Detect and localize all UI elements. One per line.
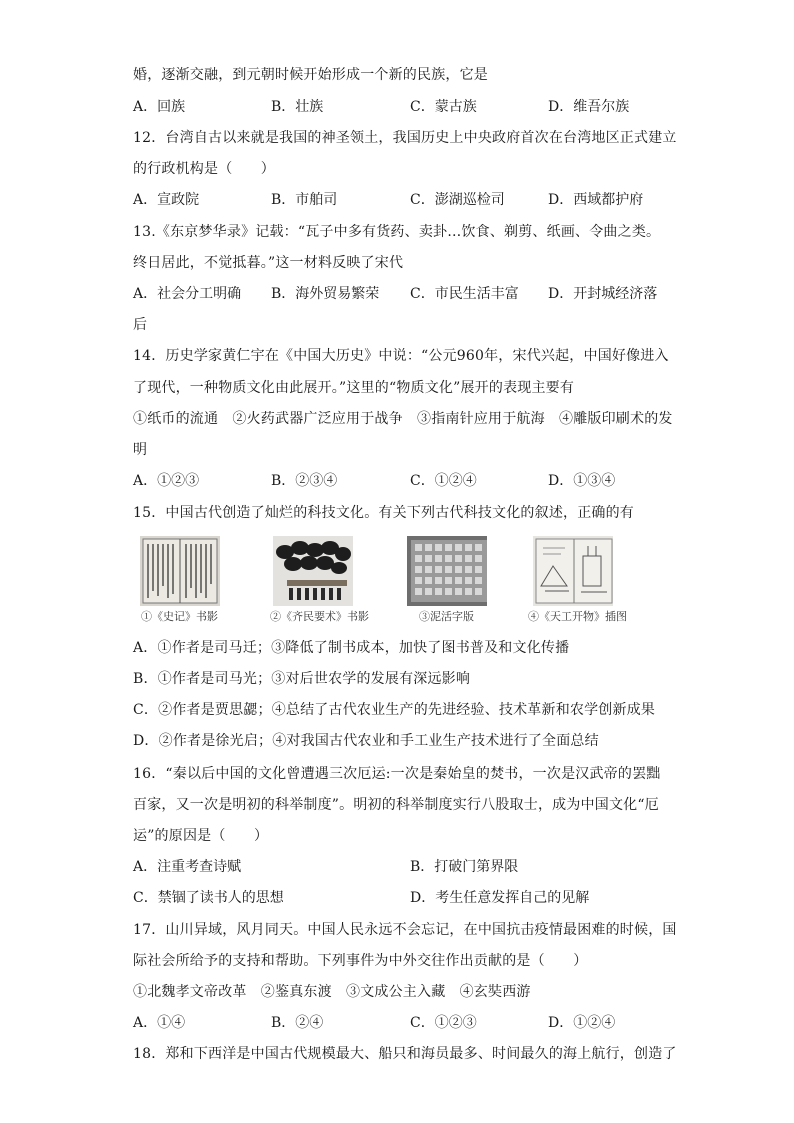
figure-caption-3: ③泥活字版 [419,610,474,623]
q13-option-b: B．海外贸易繁荣 [271,286,380,302]
q15-option-c: C．②作者是贾思勰；④总结了古代农业生产的先进经验、技术革新和农学创新成果 [133,702,656,718]
q17-option-a: A．①④ [133,1015,186,1031]
q12-option-d: D．西域都护府 [548,192,644,208]
text-line: 婚，逐渐交融，到元朝时候开始形成一个新的民族，它是 [133,67,488,83]
question-17-line2: 际社会所给予的支持和帮助。下列事件为中外交往作出贡献的是（ ） [133,953,588,969]
q11-option-a: A．回族 [133,99,186,115]
figure-caption-2: ②《齐民要术》书影 [270,610,369,623]
question-13-line2: 终日居此，不觉抵暮。”这一材料反映了宋代 [133,255,404,271]
question-14-line3: ①纸币的流通 ②火药武器广泛应用于战争 ③指南针应用于航海 ④雕版印刷术的发 [133,411,673,427]
q17-option-b: B．②④ [271,1015,324,1031]
q15-option-a: A．①作者是司马迁；③降低了制书成本，加快了图书普及和文化传播 [133,640,570,656]
q16-option-c: C．禁锢了读书人的思想 [133,890,284,906]
q15-option-d: D．②作者是徐光启；④对我国古代农业和手工业生产技术进行了全面总结 [133,733,599,749]
question-16-line3: 运”的原因是（ ） [133,828,269,844]
q12-option-b: B．市舶司 [271,192,338,208]
q16-option-a: A．注重考查诗赋 [133,859,242,875]
q11-option-b: B．壮族 [271,99,324,115]
question-12-line1: 12．台湾自古以来就是我国的神圣领土，我国历史上中央政府首次在台湾地区正式建立 [133,130,677,146]
q14-option-a: A．①②③ [133,473,200,489]
q17-option-c: C．①②③ [410,1015,477,1031]
figure-caption-4: ④《天工开物》插图 [528,610,627,623]
bamboo-slips-image [273,536,353,606]
q14-option-b: B．②③④ [271,473,338,489]
question-13-line1: 13.《东京梦华录》记载：“瓦子中多有货药、卖卦…饮食、剃剪、纸画、令曲之类。 [133,224,661,240]
question-12-line2: 的行政机构是（ ） [133,161,275,177]
book-page-image [140,536,220,606]
q13-option-d-tail: 后 [133,317,148,333]
figure-caption-1: ①《史记》书影 [141,610,218,623]
question-16-line1: 16．“秦以后中国的文化曾遭遇三次厄运:一次是秦始皇的焚书，一次是汉武帝的罢黜 [133,766,661,782]
illustration-image [533,536,613,606]
q12-option-a: A．宣政院 [133,192,200,208]
question-16-line2: 百家，又一次是明初的科举制度”。明初的科举制度实行八股取士，成为中国文化“厄 [133,797,659,813]
q11-option-d: D．维吾尔族 [548,99,630,115]
question-17-line1: 17．山川异域，风月同天。中国人民永远不会忘记，在中国抗击疫情最困难的时候，国 [133,922,677,938]
q13-option-c: C．市民生活丰富 [410,286,519,302]
q13-option-d: D．开封城经济落 [548,286,658,302]
question-17-line3: ①北魏孝文帝改革 ②鉴真东渡 ③文成公主入藏 ④玄奘西游 [133,984,531,1000]
question-14-line4: 明 [133,442,148,458]
question-18-line1: 18．郑和下西洋是中国古代规模最大、船只和海员最多、时间最久的海上航行，创造了 [133,1046,677,1062]
q16-option-b: B．打破门第界限 [410,859,519,875]
question-15-stem: 15．中国古代创造了灿烂的科技文化。有关下列古代科技文化的叙述，正确的有 [133,505,635,521]
clay-type-image [407,536,487,606]
q15-option-b: B．①作者是司马光；③对后世农学的发展有深远影响 [133,671,471,687]
q14-option-c: C．①②④ [410,473,477,489]
question-14-line1: 14．历史学家黄仁宇在《中国大历史》中说：“公元960年，宋代兴起，中国好像进入 [133,348,669,364]
q12-option-c: C．澎湖巡检司 [410,192,505,208]
q17-option-d: D．①②④ [548,1015,616,1031]
question-14-line2: 了现代，一种物质文化由此展开。”这里的“物质文化”展开的表现主要有 [133,380,575,396]
q14-option-d: D．①③④ [548,473,616,489]
q13-option-a: A．社会分工明确 [133,286,242,302]
q11-option-c: C．蒙古族 [410,99,477,115]
q16-option-d: D．考生任意发挥自己的见解 [410,890,590,906]
